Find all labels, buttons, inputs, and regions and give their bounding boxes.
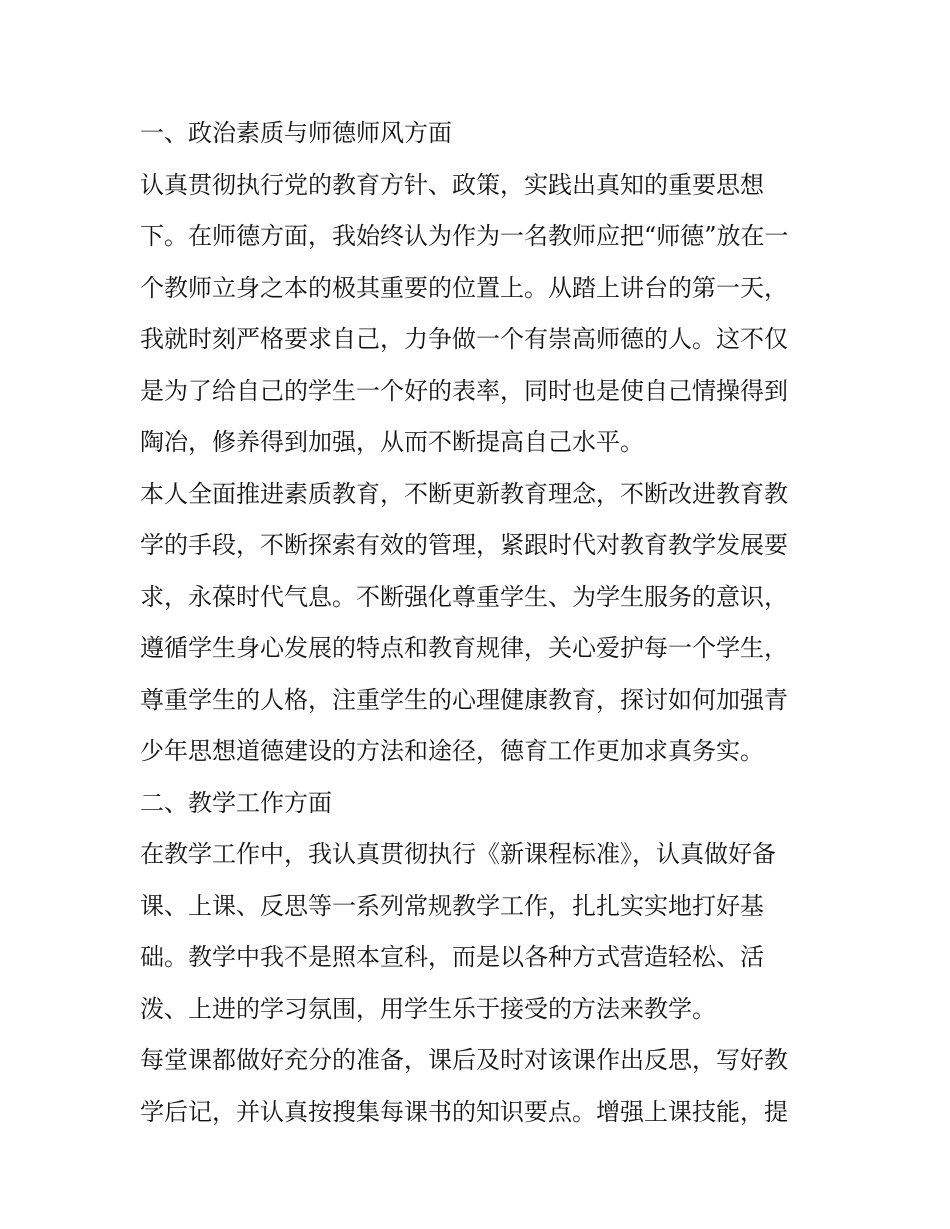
paragraph-line: 本人全面推进素质教育，不断更新教育理念，不断改进教育教 (140, 479, 788, 508)
paragraph-line: 在教学工作中，我认真贯彻执行《新课程标准》，认真做好备 (140, 840, 776, 868)
paragraph-line: 陶冶，修养得到加强，从而不断提高自己水平。 (140, 428, 644, 456)
paragraph-line: 课、上课、反思等一系列常规教学工作，扎扎实实地打好基 (140, 891, 764, 920)
paragraph-line: 个教师立身之本的极其重要的位置上。从踏上讲台的第一天， (140, 273, 788, 302)
paragraph-line: 我就时刻严格要求自己，力争做一个有崇高师德的人。这不仅 (140, 325, 788, 353)
section-heading-political: 一、政治素质与师德师风方面 (140, 119, 452, 147)
paragraph-line: 学后记，并认真按搜集每课书的知识要点。增强上课技能，提 (140, 1097, 788, 1126)
paragraph-line: 尊重学生的人格，注重学生的心理健康教育，探讨如何加强青 (140, 685, 788, 714)
document-body (140, 108, 820, 1138)
paragraph-line: 学的手段，不断探索有效的管理，紧跟时代对教育教学发展要 (140, 531, 788, 559)
paragraph-line: 遵循学生身心发展的特点和教育规律，关心爱护每一个学生， (140, 634, 788, 662)
paragraph-line: 下。在师德方面，我始终认为作为一名教师应把“师德”放在一 (140, 222, 789, 250)
paragraph-line: 泼、上进的学习氛围，用学生乐于接受的方法来教学。 (140, 994, 716, 1023)
paragraph-line: 少年思想道德建设的方法和途径，德育工作更加求真务实。 (140, 737, 764, 765)
section-heading-teaching: 二、教学工作方面 (140, 788, 332, 817)
paragraph-line: 础。教学中我不是照本宣科，而是以各种方式营造轻松、活 (140, 943, 764, 971)
paragraph-line: 是为了给自己的学生一个好的表率，同时也是使自己情操得到 (140, 376, 788, 405)
paragraph-line: 求，永葆时代气息。不断强化尊重学生、为学生服务的意识， (140, 582, 788, 611)
paragraph-line: 认真贯彻执行党的教育方针、政策，实践出真知的重要思想 (140, 170, 764, 199)
paragraph-line: 每堂课都做好充分的准备，课后及时对该课作出反思，写好教 (140, 1046, 788, 1074)
